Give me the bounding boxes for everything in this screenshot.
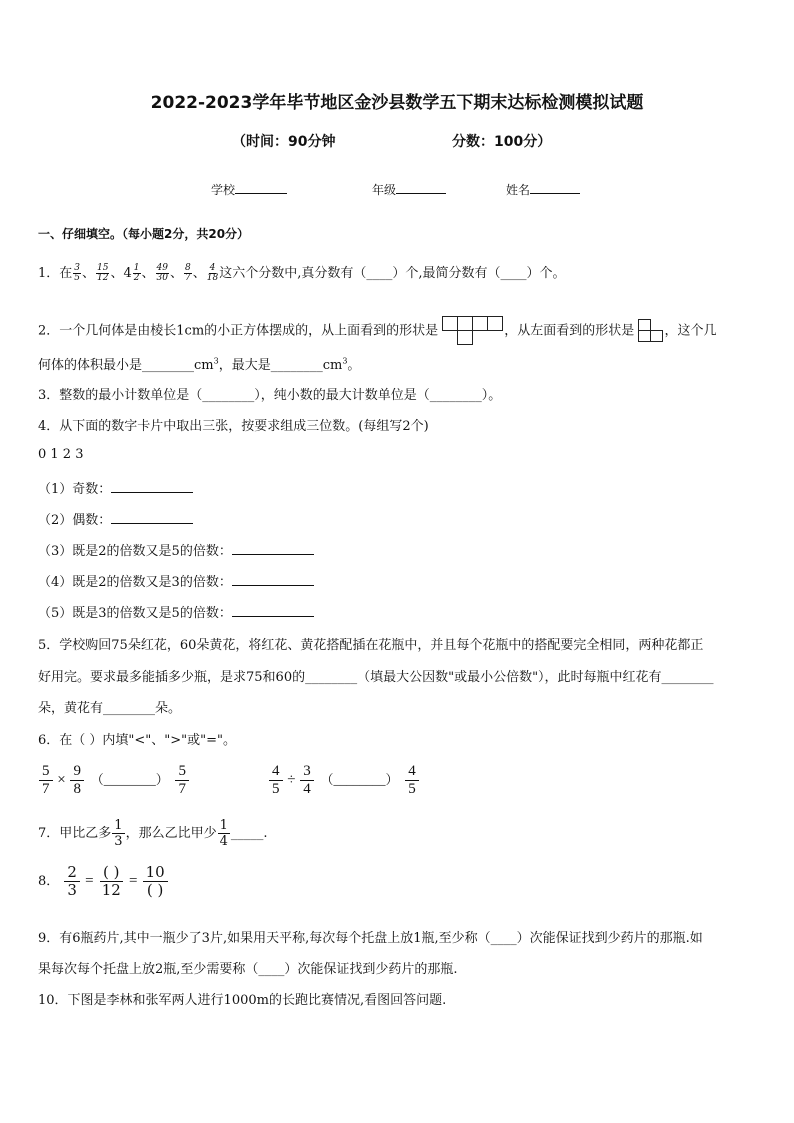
name-field[interactable]	[506, 181, 580, 198]
q4-item-1: （1）奇数：	[38, 478, 193, 497]
q2-text-3: ，这个几	[664, 323, 717, 339]
question-5-line-3: 朵，黄花有________朵。	[38, 701, 182, 716]
q1-frac-1: $\frac{3}{5}$	[74, 263, 81, 283]
q1-frac-5: $\frac{8}{7}$	[185, 263, 191, 283]
question-8: 8． $\frac{2}{3}$ = $\frac{( )}{12}$ = $\frac{10}{( )}$	[38, 864, 169, 899]
name-blank[interactable]	[530, 181, 580, 194]
q1-prefix: 1．在	[38, 266, 73, 281]
q1-frac-3: $\frac{1}{2}$	[133, 263, 140, 283]
q2-max-volume: ，最大是________cm	[218, 358, 343, 373]
question-2-line-2	[38, 354, 360, 373]
question-9-line-1: 9．有6瓶药片,其中一瓶少了3片,如果用天平称,每次每个托盘上放1瓶,至少称（____）次能保证找到少药片的那瓶.如	[38, 931, 703, 946]
question-3: 3．整数的最小计数单位是（________），纯小数的最大计数单位是（________）。	[38, 388, 502, 403]
grade-field[interactable]	[372, 181, 446, 198]
q6-expression-1: $\frac{5}{7}$ × $\frac{9}{8}$ （________） $\frac{5}{7}$	[38, 763, 190, 798]
q4-item-5: （5）既是3的倍数又是5的倍数：	[38, 602, 314, 621]
page-title: 2022-2023学年毕节地区金沙县数学五下期末达标检测模拟试题	[150, 93, 644, 113]
question-7: 7．甲比乙多 $\frac{1}{3}$ ，那么乙比甲少 $\frac{1}{4}$ _____.	[38, 818, 268, 849]
q4-blank-5[interactable]	[232, 604, 314, 617]
q2-sup-1: 3	[213, 356, 219, 366]
grade-blank[interactable]	[396, 181, 446, 194]
q8-blank-2[interactable]: $\frac{10}{( )}$	[143, 864, 168, 899]
section-heading: 一、仔细填空。（每小题2分，共20分）	[38, 227, 250, 241]
q2-min-volume: 何体的体积最小是________cm	[38, 358, 214, 373]
school-blank[interactable]	[235, 181, 287, 194]
q1-frac-4: $\frac{49}{30}$	[156, 263, 168, 283]
grade-label: 年级	[372, 183, 397, 197]
question-10: 10．下图是李林和张军两人进行1000m的长跑比赛情况,看图回答问题.	[38, 993, 447, 1008]
q4-blank-4[interactable]	[232, 573, 314, 586]
exam-score: 分数：100分）	[452, 134, 552, 150]
question-2	[38, 316, 716, 346]
q4-item-4: （4）既是2的倍数又是3的倍数：	[38, 571, 314, 590]
school-label: 学校	[211, 183, 236, 197]
q6-blank-1[interactable]: （________）	[90, 771, 169, 787]
q8-blank-1[interactable]: $\frac{( )}{12}$	[101, 863, 121, 899]
q1-whole: 4	[123, 266, 132, 281]
left-view-figure	[638, 319, 664, 343]
q4-item-2: （2）偶数：	[38, 509, 193, 528]
question-4: 4．从下面的数字卡片中取出三张，按要求组成三位数。(每组写2个)	[38, 419, 429, 434]
question-9-line-2: 果每次每个托盘上放2瓶,至少需要称（____）次能保证找到少药片的那瓶.	[38, 962, 458, 977]
q4-blank-3[interactable]	[232, 542, 314, 555]
q2-text-2: ，从左面看到的形状是	[504, 323, 635, 339]
q6-blank-2[interactable]: （________）	[320, 771, 399, 787]
name-label: 姓名	[506, 183, 531, 197]
q2-sup-2: 3	[342, 356, 348, 366]
q4-item-3: （3）既是2的倍数又是5的倍数：	[38, 540, 314, 559]
question-5-line-1: 5．学校购回75朵红花，60朵黄花，将红花、黄花搭配插在花瓶中，并且每个花瓶中的搭配要完全相同，两种花都正	[38, 638, 704, 653]
top-view-figure	[442, 316, 504, 346]
question-5-line-2: 好用完。要求最多能插多少瓶，是求75和60的________（填最大公因数"或最小公倍数"），此时每瓶中红花有________	[38, 670, 714, 685]
q1-frac-6: $\frac{4}{18}$	[206, 263, 219, 283]
school-field[interactable]	[211, 181, 287, 198]
q1-frac-2: $\frac{15}{12}$	[97, 263, 109, 283]
q4-blank-1[interactable]	[111, 480, 193, 493]
exam-time: （时间：90分钟	[232, 134, 336, 150]
question-6: 6．在（ ）内填"<"、">"或"="。	[38, 733, 236, 748]
q2-text-1: 2．一个几何体是由棱长1cm的小正方体摆成的，从上面看到的形状是	[38, 323, 439, 339]
q2-end: 。	[347, 358, 361, 373]
question-1: 1．在 $\frac{3}{5}$ 、 $\frac{15}{12}$ 、4 $\frac{1}{2}$ 、 $\frac{49}{30}$ 、 $\frac{8}{7}$ 、 $\frac{4}{18}$ 这六个分数中,真分数有（____）个,最简分数有（____）个。	[38, 263, 566, 283]
q4-blank-2[interactable]	[111, 511, 193, 524]
q1-suffix: 这六个分数中,真分数有（____）个,最简分数有（____）个。	[219, 266, 566, 281]
digit-cards: 0 1 2 3	[38, 447, 84, 462]
q6-expression-2: $\frac{4}{5}$ ÷ $\frac{3}{4}$ （________） $\frac{4}{5}$	[268, 763, 420, 798]
